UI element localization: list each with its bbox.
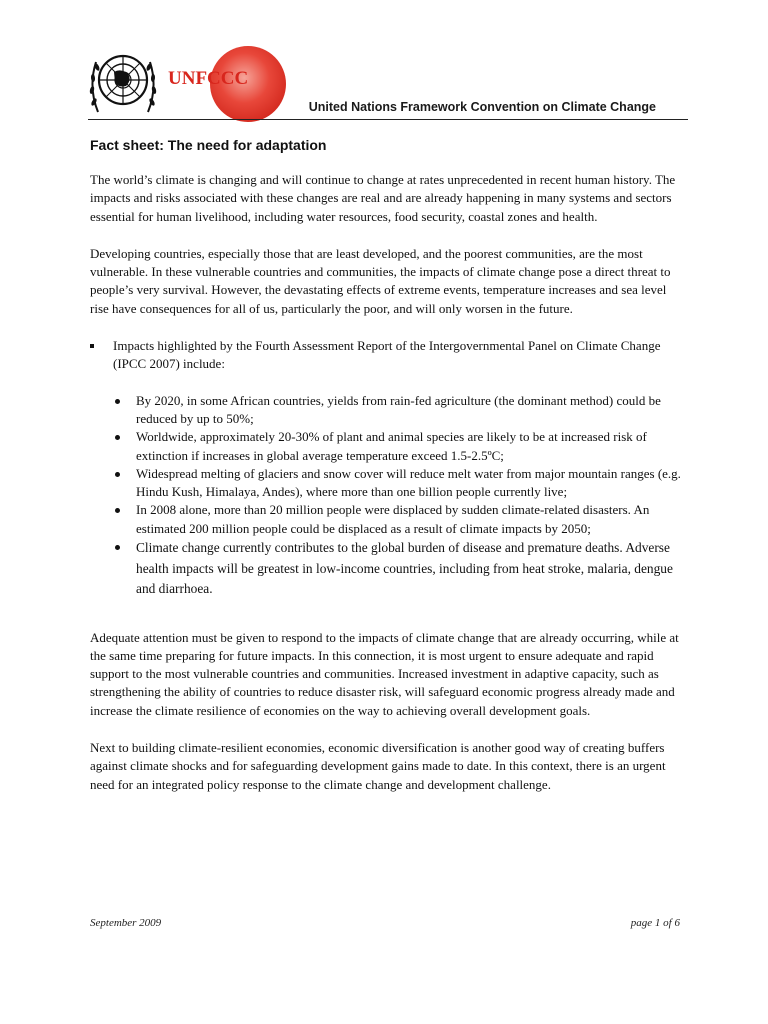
footer-page-number: page 1 of 6 [630,917,680,929]
list-item [90,465,688,502]
header-divider [88,119,688,120]
bullet-dot-icon [115,508,120,513]
list-item [90,538,688,600]
list-item-text: Climate change currently contributes to the global burden of disease and premature deaths. Adverse health impacts will be greatest in low-income countries, including from heat stroke, malaria, dengue and diarrhoea. [136,540,673,597]
bullet-impacts-intro [90,337,688,374]
list-item-text: Widespread melting of glaciers and snow cover will reduce melt water from major mountain ranges (e.g. Hindu Kush, Himalaya, Andes), where more than one billion people currently live; [136,465,681,500]
bullet-dot-icon [115,472,120,477]
letterhead [88,38,688,120]
bullet-dot-icon [115,435,120,440]
paragraph-intro: The world’s climate is changing and will continue to change at rates unprecedented in recent human history. The impacts and risks associated with these changes are real and are already happening in many systems and sectors essential for human livelihood, including water resources, food security, coastal zones and health. [90,172,676,224]
paragraph-adequate-attention: Adequate attention must be given to respond to the impacts of climate change that are already occurring, while at the same time preparing for future impacts. In this connection, it is most urgent to ensure adequate and rapid support to the most vulnerable countries and communities. Increased investment in adaptive capacity, such as strengthening the ability of countries to reduce disaster risk, will safeguard economic progress already made and increase the climate resilience of economies on the way to achieving overall development goals. [90,629,679,718]
list-item [90,428,688,465]
square-bullet-icon [90,344,94,348]
list-item [90,501,688,538]
paragraph-vulnerability: Developing countries, especially those that are least developed, and the poorest communities, are the most vulnerable. In these vulnerable countries and communities, the impacts of climate change pose a direct threat to people’s very survival. However, the devastating effects of extreme events, temperature increases and sea level rise have consequences for all of us, particularly the poor, and will only worsen in the future. [90,245,671,316]
document-body [90,171,688,794]
list-item-text: Worldwide, approximately 20-30% of plant and animal species are likely to be at increased risk of extinction if increases in global average temperature exceed 1.5-2.5ºC; [136,429,647,463]
organization-name: United Nations Framework Convention on Climate Change [308,100,656,114]
page-title: Fact sheet: The need for adaptation [90,137,327,153]
bullet-dot-icon [115,399,120,404]
list-item [90,392,688,429]
impacts-list [90,392,688,600]
bullet-impacts-text: Impacts highlighted by the Fourth Assessment Report of the Intergovernmental Panel on Climate Change (IPCC 2007) include: [113,338,661,372]
list-item-text: In 2008 alone, more than 20 million people were displaced by sudden climate-related disasters. An estimated 200 million people could be displaced as a result of climate impacts by 2050; [136,502,650,536]
bullet-dot-icon [115,545,120,550]
paragraph-diversification: Next to building climate-resilient economies, economic diversification is another good way of creating buffers against climate shocks and for safeguarding development gains made to date. In this context, there is an urgent need for an integrated policy response to the climate change and development challenge. [90,740,666,792]
un-emblem-icon [88,42,158,118]
logo-wordmark: UNFCCC [168,68,249,89]
list-item-text: By 2020, in some African countries, yields from rain-fed agriculture (the dominant method) could be reduced by up to 50%; [136,392,661,426]
footer-date: September 2009 [90,917,162,929]
